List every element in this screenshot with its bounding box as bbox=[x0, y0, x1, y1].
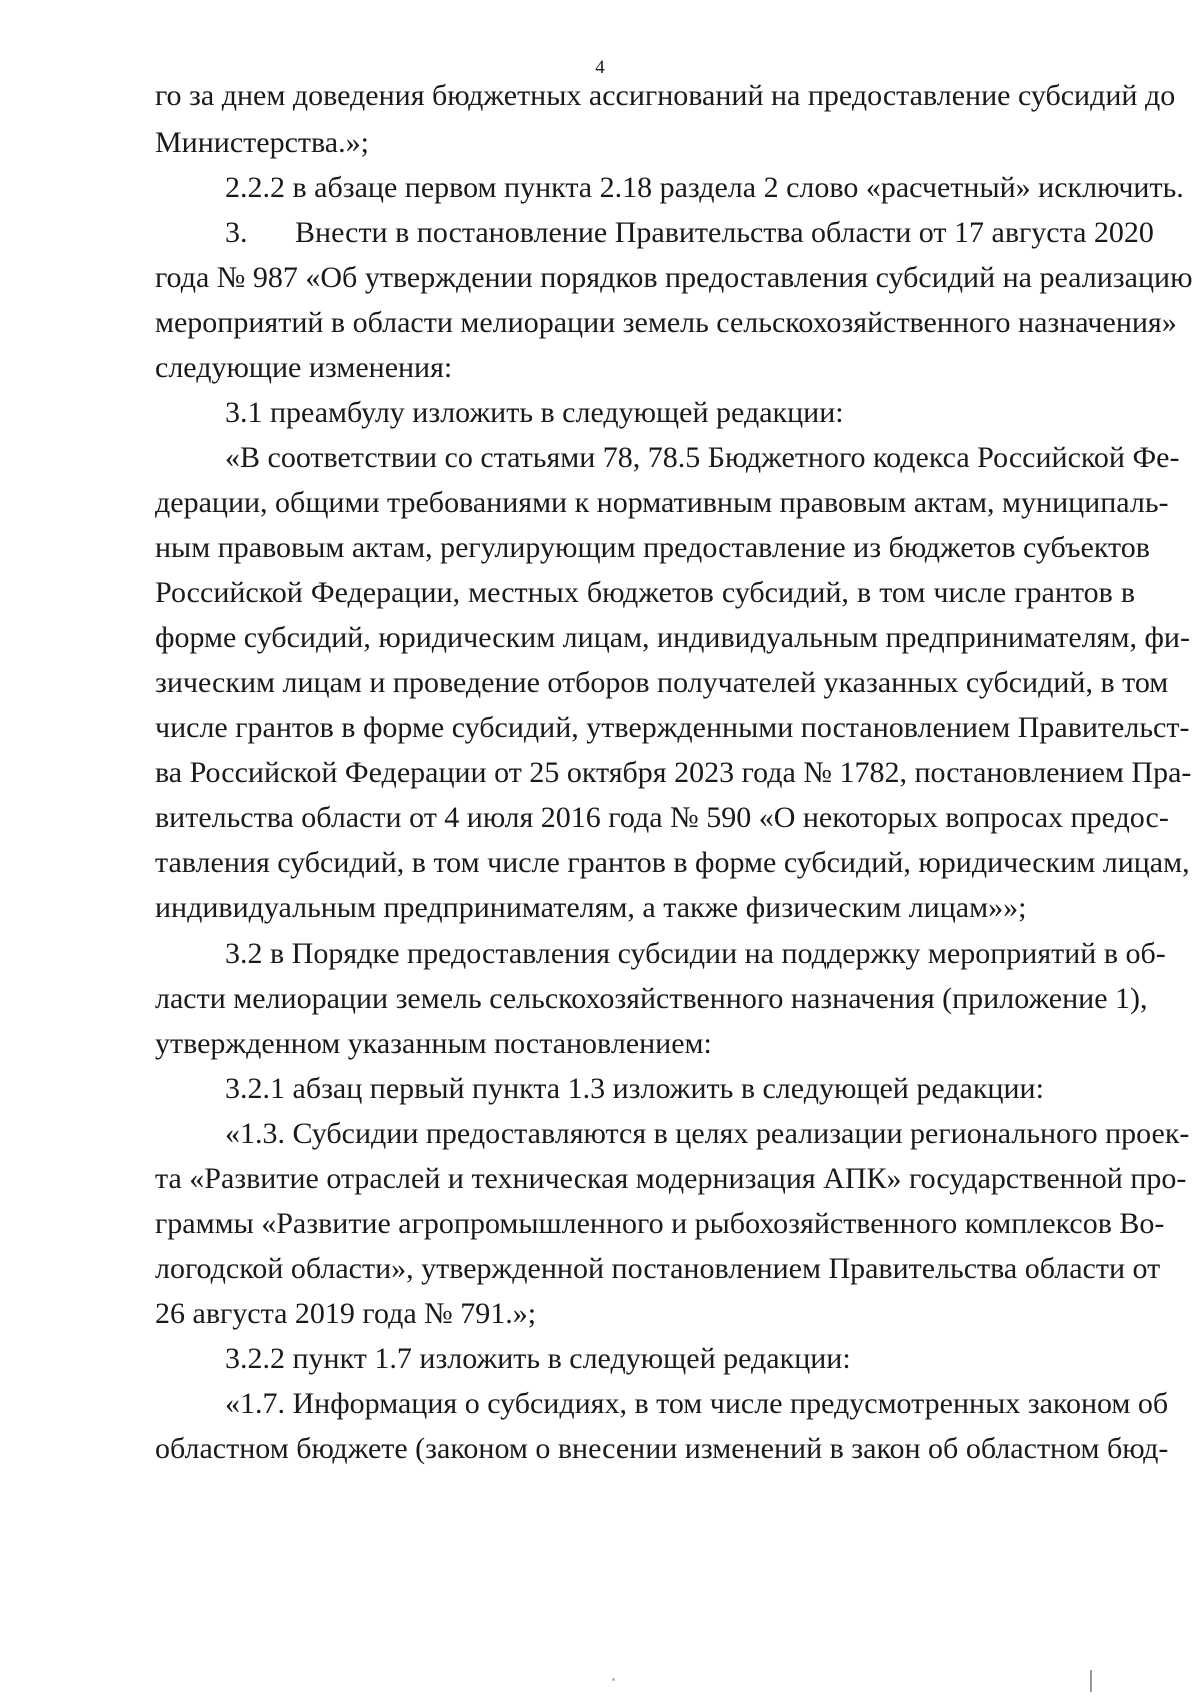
scan-speck bbox=[612, 1678, 615, 1681]
text-line: форме субсидий, юридическим лицам, индивидуальным предпринимателям, фи- bbox=[155, 621, 1190, 654]
text-line: ным правовым актам, регулирующим предоставление из бюджетов субъектов bbox=[155, 531, 1150, 564]
text-line: Внести в постановление Правительства области от 17 августа 2020 bbox=[295, 216, 1154, 249]
text-line: 2.2.2 в абзаце первом пункта 2.18 раздела 2 слово «расчетный» исключить. bbox=[225, 171, 1184, 204]
text-line: утвержденном указанным постановлением: bbox=[155, 1027, 712, 1060]
text-line: ласти мелиорации земель сельскохозяйственного назначения (приложение 1), bbox=[155, 982, 1148, 1015]
text-line: граммы «Развитие агропромышленного и рыбохозяйственного комплексов Во- bbox=[155, 1207, 1165, 1240]
text-line: дерации, общими требованиями к нормативным правовым актам, муниципаль- bbox=[155, 486, 1169, 519]
text-line: тавления субсидий, в том числе грантов в форме субсидий, юридическим лицам, bbox=[155, 846, 1190, 879]
list-item-3 bbox=[225, 213, 1154, 253]
text-line: 26 августа 2019 года № 791.»; bbox=[155, 1297, 537, 1330]
text-line: Российской Федерации, местных бюджетов субсидий, в том числе грантов в bbox=[155, 576, 1135, 609]
text-line: «1.3. Субсидии предоставляются в целях реализации регионального проек- bbox=[225, 1117, 1190, 1150]
text-line: числе грантов в форме субсидий, утвержденными постановлением Правительст- bbox=[155, 711, 1190, 744]
scan-edge-mark bbox=[1090, 1670, 1092, 1692]
text-line: «1.7. Информация о субсидиях, в том числе предусмотренных законом об bbox=[225, 1387, 1169, 1420]
text-line: 3.2.1 абзац первый пункта 1.3 изложить в следующей редакции: bbox=[225, 1072, 1044, 1105]
text-line: Министерства.»; bbox=[155, 126, 369, 159]
page-number: 4 bbox=[595, 57, 605, 78]
text-line: 3.2 в Порядке предоставления субсидии на поддержку мероприятий в об- bbox=[225, 937, 1166, 970]
text-line: го за днем доведения бюджетных ассигнований на предоставление субсидий до bbox=[155, 79, 1176, 112]
text-line: 3.1 преамбулу изложить в следующей редакции: bbox=[225, 396, 844, 429]
item-number: 3. bbox=[225, 216, 248, 249]
text-line: мероприятий в области мелиорации земель сельскохозяйственного назначения» bbox=[155, 306, 1177, 339]
text-line: вительства области от 4 июля 2016 года № 590 «О некоторых вопросах предос- bbox=[155, 801, 1169, 834]
text-line: зическим лицам и проведение отборов получателей указанных субсидий, в том bbox=[155, 666, 1169, 699]
text-line: года № 987 «Об утверждении порядков предоставления субсидий на реализацию bbox=[155, 261, 1193, 294]
text-line: следующие изменения: bbox=[155, 351, 453, 384]
text-line: ва Российской Федерации от 25 октября 2023 года № 1782, постановлением Пра- bbox=[155, 756, 1192, 789]
text-line: «В соответствии со статьями 78, 78.5 Бюджетного кодекса Российской Фе- bbox=[225, 441, 1180, 474]
text-line: логодской области», утвержденной постановлением Правительства области от bbox=[155, 1252, 1161, 1285]
text-line: та «Развитие отраслей и техническая модернизация АПК» государственной про- bbox=[155, 1162, 1187, 1195]
text-line: 3.2.2 пункт 1.7 изложить в следующей редакции: bbox=[225, 1342, 851, 1375]
text-line: областном бюджете (законом о внесении изменений в закон об областном бюд- bbox=[155, 1432, 1169, 1465]
text-line: индивидуальным предпринимателям, а также физическим лицам»»; bbox=[155, 891, 1027, 924]
